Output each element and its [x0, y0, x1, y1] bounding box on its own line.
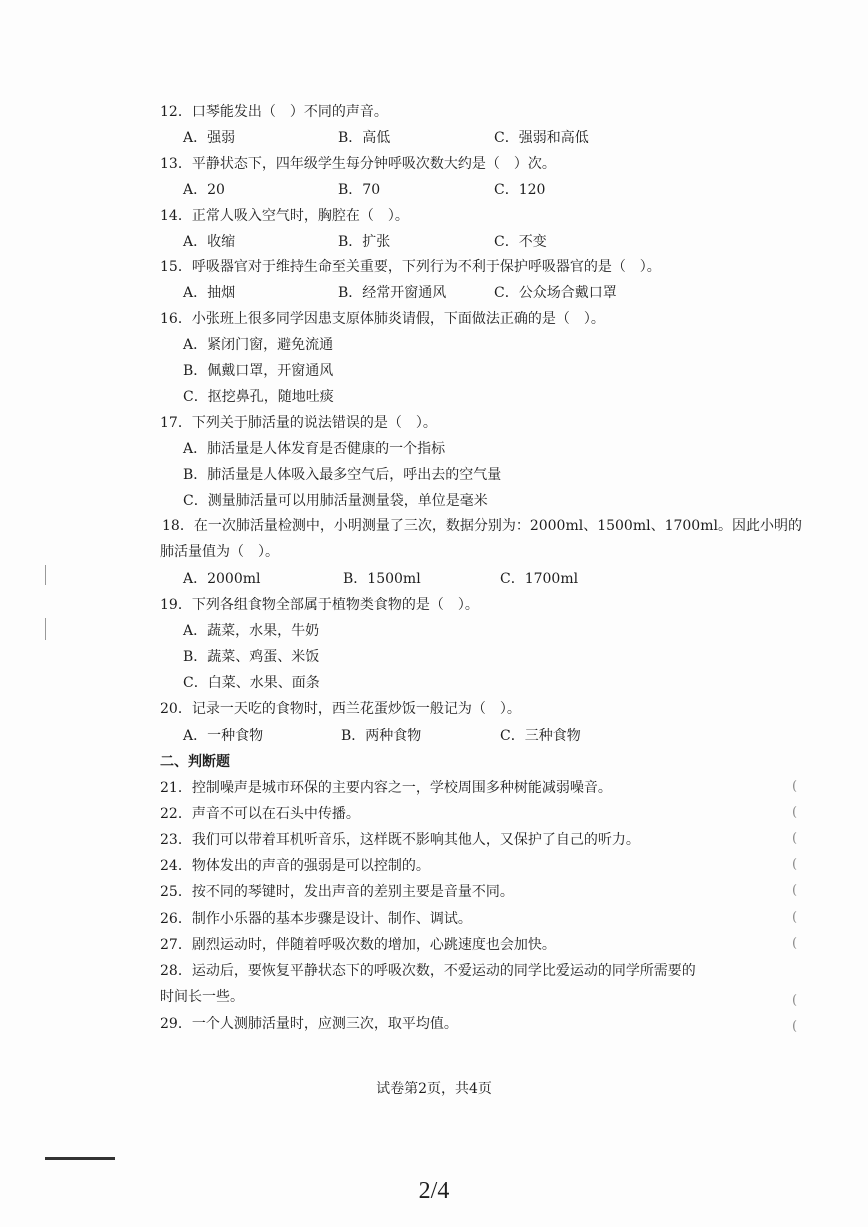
question-14-stem: 14．正常人吸入空气时，胸腔在（ ）。 — [160, 208, 409, 224]
question-13-option-c: C．120 — [494, 182, 546, 198]
question-16-option-a: A．紧闭门窗，避免流通 — [183, 337, 334, 353]
answer-paren-25: ( — [792, 883, 798, 898]
section-2-title: 二、判断题 — [160, 754, 230, 770]
question-18-option-a: A．2000ml — [183, 571, 261, 587]
question-12-option-c: C．强弱和高低 — [494, 130, 589, 146]
question-17-option-c: C．测量肺活量可以用肺活量测量袋，单位是毫米 — [183, 493, 488, 509]
judgement-29: 29．一个人测肺活量时，应测三次，取平均值。 — [160, 1016, 458, 1032]
judgement-28: 28．运动后，要恢复平静状态下的呼吸次数，不爱运动的同学比爱运动的同学所需要的 — [160, 963, 696, 979]
question-17-option-a: A．肺活量是人体发育是否健康的一个指标 — [183, 441, 446, 457]
question-16-stem: 16．小张班上很多同学因患支原体肺炎请假，下面做法正确的是（ ）。 — [160, 311, 605, 327]
question-16-option-b: B．佩戴口罩，开窗通风 — [183, 363, 334, 379]
question-17-option-b: B．肺活量是人体吸入最多空气后，呼出去的空气量 — [183, 467, 502, 483]
question-13-option-a: A．20 — [183, 182, 225, 198]
page-footer: 试卷第2页，共4页 — [376, 1081, 492, 1097]
question-18-stem: 18．在一次肺活量检测中，小明测量了三次，数据分别为：2000ml、1500ml、1700ml。因此小明的 — [162, 518, 802, 534]
question-14-option-b: B．扩张 — [338, 234, 391, 250]
scan-mark — [45, 1157, 115, 1160]
question-17-stem: 17．下列关于肺活量的说法错误的是（ ）。 — [160, 415, 437, 431]
question-19-option-a: A．蔬菜，水果，牛奶 — [183, 623, 320, 639]
question-19-option-c: C．白菜、水果、面条 — [183, 675, 320, 691]
answer-paren-29: ( — [792, 1019, 798, 1034]
question-18-option-c: C．1700ml — [500, 571, 579, 587]
question-15-option-a: A．抽烟 — [183, 285, 236, 301]
question-20-option-c: C．三种食物 — [500, 728, 581, 744]
answer-paren-21: ( — [792, 779, 798, 794]
judgement-26: 26．制作小乐器的基本步骤是设计、制作、调试。 — [160, 911, 472, 927]
judgement-25: 25．按不同的琴键时，发出声音的差别主要是音量不同。 — [160, 884, 514, 900]
question-19-option-b: B．蔬菜、鸡蛋、米饭 — [183, 649, 320, 665]
question-20-stem: 20．记录一天吃的食物时，西兰花蛋炒饭一般记为（ ）。 — [160, 701, 521, 717]
judgement-22: 22．声音不可以在石头中传播。 — [160, 806, 360, 822]
question-14-option-a: A．收缩 — [183, 234, 236, 250]
judgement-28-continued: 时间长一些。 — [160, 989, 244, 1005]
question-15-option-c: C．公众场合戴口罩 — [494, 285, 617, 301]
answer-paren-24: ( — [792, 857, 798, 872]
question-14-option-c: C．不变 — [494, 234, 547, 250]
answer-paren-22: ( — [792, 805, 798, 820]
answer-paren-26: ( — [792, 910, 798, 925]
question-13-stem: 13．平静状态下，四年级学生每分钟呼吸次数大约是（ ）次。 — [160, 156, 556, 172]
question-16-option-c: C．抠挖鼻孔，随地吐痰 — [183, 389, 334, 405]
question-18-option-b: B．1500ml — [343, 571, 421, 587]
question-12-option-a: A．强弱 — [183, 130, 236, 146]
question-20-option-b: B．两种食物 — [341, 728, 422, 744]
question-18-stem-continued: 肺活量值为（ ）。 — [160, 544, 279, 560]
answer-paren-23: ( — [792, 831, 798, 846]
question-12-option-b: B．高低 — [338, 130, 391, 146]
judgement-27: 27．剧烈运动时，伴随着呼吸次数的增加，心跳速度也会加快。 — [160, 937, 556, 953]
judgement-21: 21．控制噪声是城市环保的主要内容之一，学校周围多种树能减弱噪音。 — [160, 780, 612, 796]
answer-paren-27: ( — [792, 936, 798, 951]
question-15-stem: 15．呼吸器官对于维持生命至关重要，下列行为不利于保护呼吸器官的是（ ）。 — [160, 259, 661, 275]
page-number: 2/4 — [418, 1178, 450, 1204]
question-13-option-b: B．70 — [338, 182, 381, 198]
scan-mark-left — [45, 618, 46, 640]
judgement-24: 24．物体发出的声音的强弱是可以控制的。 — [160, 858, 430, 874]
judgement-23: 23．我们可以带着耳机听音乐，这样既不影响其他人，又保护了自己的听力。 — [160, 832, 640, 848]
scan-mark-left — [45, 565, 46, 585]
question-15-option-b: B．经常开窗通风 — [338, 285, 447, 301]
question-19-stem: 19．下列各组食物全部属于植物类食物的是（ ）。 — [160, 597, 479, 613]
question-12-stem: 12．口琴能发出（ ）不同的声音。 — [160, 104, 388, 120]
answer-paren-28: ( — [792, 993, 798, 1008]
question-20-option-a: A．一种食物 — [183, 728, 264, 744]
